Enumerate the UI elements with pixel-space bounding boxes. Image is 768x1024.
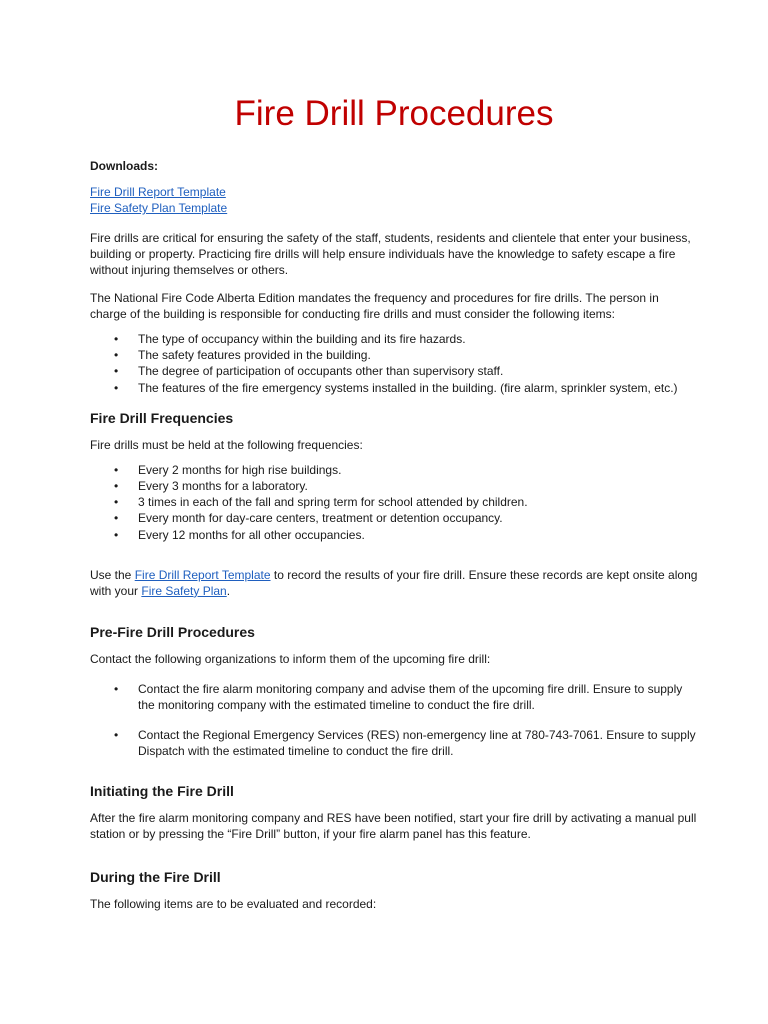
bullet-icon: • <box>114 511 119 526</box>
list-item: • Every 12 months for all other occupancies. <box>114 527 365 542</box>
pre-drill-intro: Contact the following organizations to inform them of the upcoming fire drill: <box>90 651 491 666</box>
list-item: • Contact the Regional Emergency Services (RES) non-emergency line at 780-743-7061. Ensure to supply Dispatch with the estimated timeline to conduct the fire drill. <box>114 728 696 759</box>
fire-safety-plan-inline-link[interactable]: Fire Safety Plan <box>141 583 227 598</box>
downloads-links <box>90 184 698 216</box>
list-item: • Contact the fire alarm monitoring company and advise them of the upcoming fire drill. Ensure to supply the monitoring company with the estimated timeline to conduct the fire drill. <box>114 681 683 713</box>
bullet-icon: • <box>114 681 119 696</box>
initiating-heading: Initiating the Fire Drill <box>90 782 234 799</box>
list-item: • Every 3 months for a laboratory. <box>114 479 308 494</box>
pre-drill-list <box>90 681 698 760</box>
fire-drill-report-template-inline-link[interactable]: Fire Drill Report Template <box>134 567 271 582</box>
pre-drill-heading: Pre-Fire Drill Procedures <box>90 623 255 640</box>
list-item: • The type of occupancy within the building and its fire hazards. <box>114 332 466 346</box>
list-item: • The safety features provided in the building. <box>114 348 371 363</box>
fire-safety-plan-template-link[interactable]: Fire Safety Plan Template <box>90 201 228 215</box>
bullet-icon: • <box>114 495 119 510</box>
bullet-icon: • <box>114 479 119 494</box>
records-paragraph: Use the Fire Drill Report Template to record the results of your fire drill. Ensure these records are kept onsite along with your Fire Safety Plan. <box>90 567 698 598</box>
during-heading: During the Fire Drill <box>90 868 221 885</box>
document-title: Fire Drill Procedures <box>234 94 554 133</box>
intro-paragraph: Fire drills are critical for ensuring the safety of the staff, students, residents and clientele that enter your business, building or property. Practicing fire drills will help ensure individuals have the knowledge to safety escape a fire without injuring themselves or others. <box>90 231 691 277</box>
bullet-icon: • <box>114 527 119 542</box>
frequencies-intro: Fire drills must be held at the following frequencies: <box>90 437 363 452</box>
bullet-icon: • <box>114 728 119 743</box>
fire-drill-report-template-link[interactable]: Fire Drill Report Template <box>90 185 226 199</box>
list-item: • The degree of participation of occupants other than supervisory staff. <box>114 364 504 379</box>
list-item: • 3 times in each of the fall and spring term for school attended by children. <box>114 495 528 510</box>
bullet-icon: • <box>114 364 119 379</box>
downloads-label: Downloads: <box>90 159 158 173</box>
bullet-icon: • <box>114 380 119 395</box>
bullet-icon: • <box>114 462 119 477</box>
bullet-icon: • <box>114 348 119 363</box>
initiating-paragraph: After the fire alarm monitoring company and RES have been notified, start your fire drill by activating a manual pull station or by pressing the “Fire Drill” button, if your fire alarm panel has this feature. <box>90 810 697 841</box>
frequencies-list <box>90 462 698 543</box>
list-item: • The features of the fire emergency systems installed in the building. (fire alarm, sprinkler system, etc.) <box>114 380 678 395</box>
frequencies-heading: Fire Drill Frequencies <box>90 409 234 426</box>
bullet-icon: • <box>114 332 119 346</box>
list-item: • Every month for day-care centers, treatment or detention occupancy. <box>114 511 503 526</box>
list-item: • Every 2 months for high rise buildings. <box>114 462 342 477</box>
code-paragraph: The National Fire Code Alberta Edition mandates the frequency and procedures for fire drills. The person in charge of the building is responsible for conducting fire drills and must consider the following items: <box>90 291 659 321</box>
during-paragraph: The following items are to be evaluated and recorded: <box>90 896 377 911</box>
considerations-list <box>90 331 698 396</box>
